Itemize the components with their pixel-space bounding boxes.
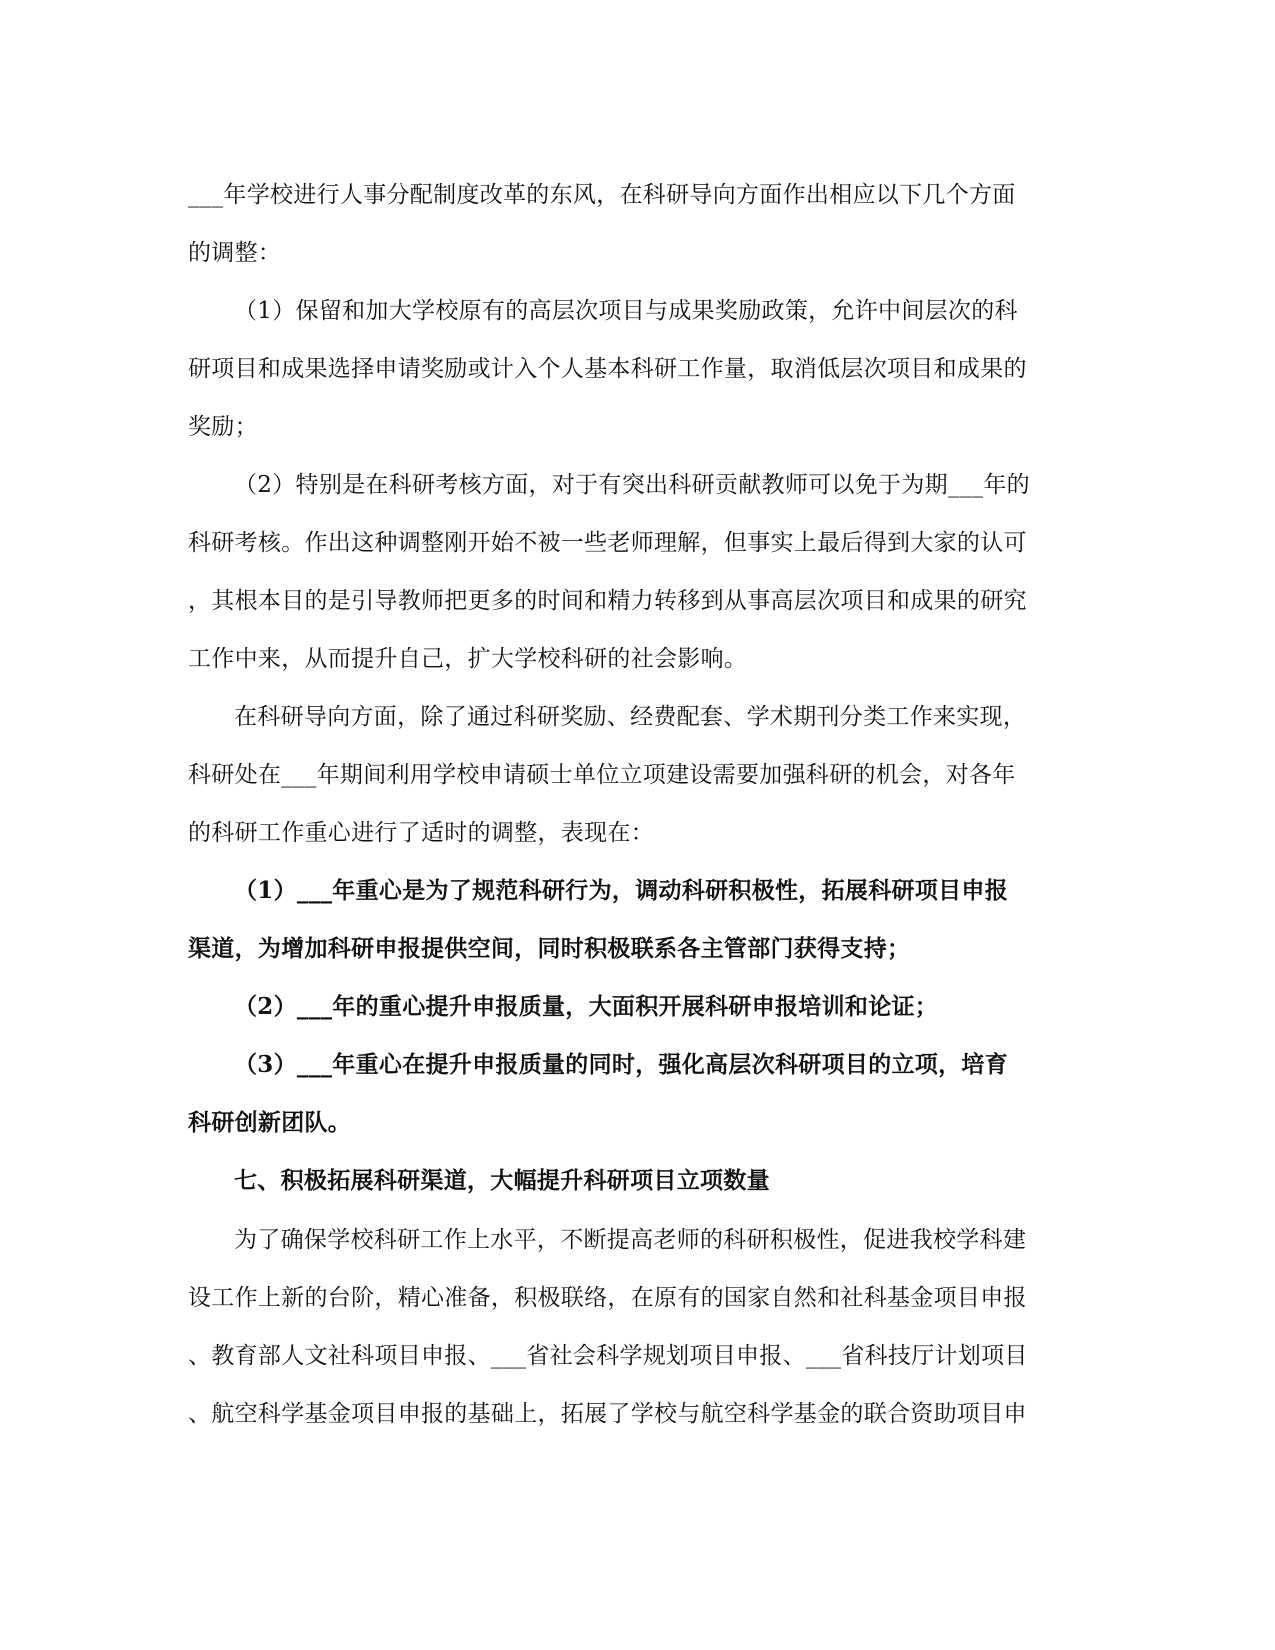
text-line: 渠道，为增加科研申报提供空间，同时积极联系各主管部门获得支持；	[188, 935, 911, 962]
text-line: 、教育部人文社科项目申报、___省社会科学规划项目申报、___省科技厅计划项目	[188, 1343, 1028, 1369]
text-line: （2）___年的重心提升申报质量，大面积开展科研申报培训和论证；	[234, 993, 939, 1020]
text-line: ，其根本目的是引导教师把更多的时间和精力转移到从事高层次项目和成果的研究	[188, 588, 1027, 614]
text-line: 科研考核。作出这种调整刚开始不被一些老师理解，但事实上最后得到大家的认可	[188, 530, 1027, 556]
text-line: 工作中来，从而提升自己，扩大学校科研的社会影响。	[188, 646, 748, 672]
text-line: 为了确保学校科研工作上水平，不断提高老师的科研积极性，促进我校学科建	[234, 1227, 1027, 1253]
text-line: 的科研工作重心进行了适时的调整，表现在：	[188, 820, 654, 846]
text-line: 奖励；	[188, 414, 258, 440]
text-line: 研项目和成果选择申请奖励或计入个人基本科研工作量，取消低层次项目和成果的	[188, 356, 1027, 382]
text-line: 科研处在___年期间利用学校申请硕士单位立项建设需要加强科研的机会，对各年	[188, 762, 1016, 788]
text-line: ___年学校进行人事分配制度改革的东风，在科研导向方面作出相应以下几个方面	[188, 182, 1016, 208]
section-heading: 七、积极拓展科研渠道，大幅提升科研项目立项数量	[234, 1167, 770, 1194]
text-line: （1）保留和加大学校原有的高层次项目与成果奖励政策，允许中间层次的科	[234, 298, 1018, 324]
text-line: （3）___年重心在提升申报质量的同时，强化高层次科研项目的立项，培育	[234, 1051, 1009, 1078]
text-line: 设工作上新的台阶，精心准备，积极联络，在原有的国家自然和社科基金项目申报	[188, 1285, 1027, 1311]
text-line: 在科研导向方面，除了通过科研奖励、经费配套、学术期刊分类工作来实现，	[234, 704, 1027, 730]
text-line: （2）特别是在科研考核方面，对于有突出科研贡献教师可以免于为期___年的	[234, 472, 1030, 498]
document-body	[188, 166, 1088, 1443]
text-line: 的调整：	[188, 240, 282, 266]
text-line: 、航空科学基金项目申报的基础上，拓展了学校与航空科学基金的联合资助项目申	[188, 1401, 1027, 1427]
text-line: 科研创新团队。	[188, 1109, 352, 1136]
text-line: （1）___年重心是为了规范科研行为，调动科研积极性，拓展科研项目申报	[234, 877, 1009, 904]
